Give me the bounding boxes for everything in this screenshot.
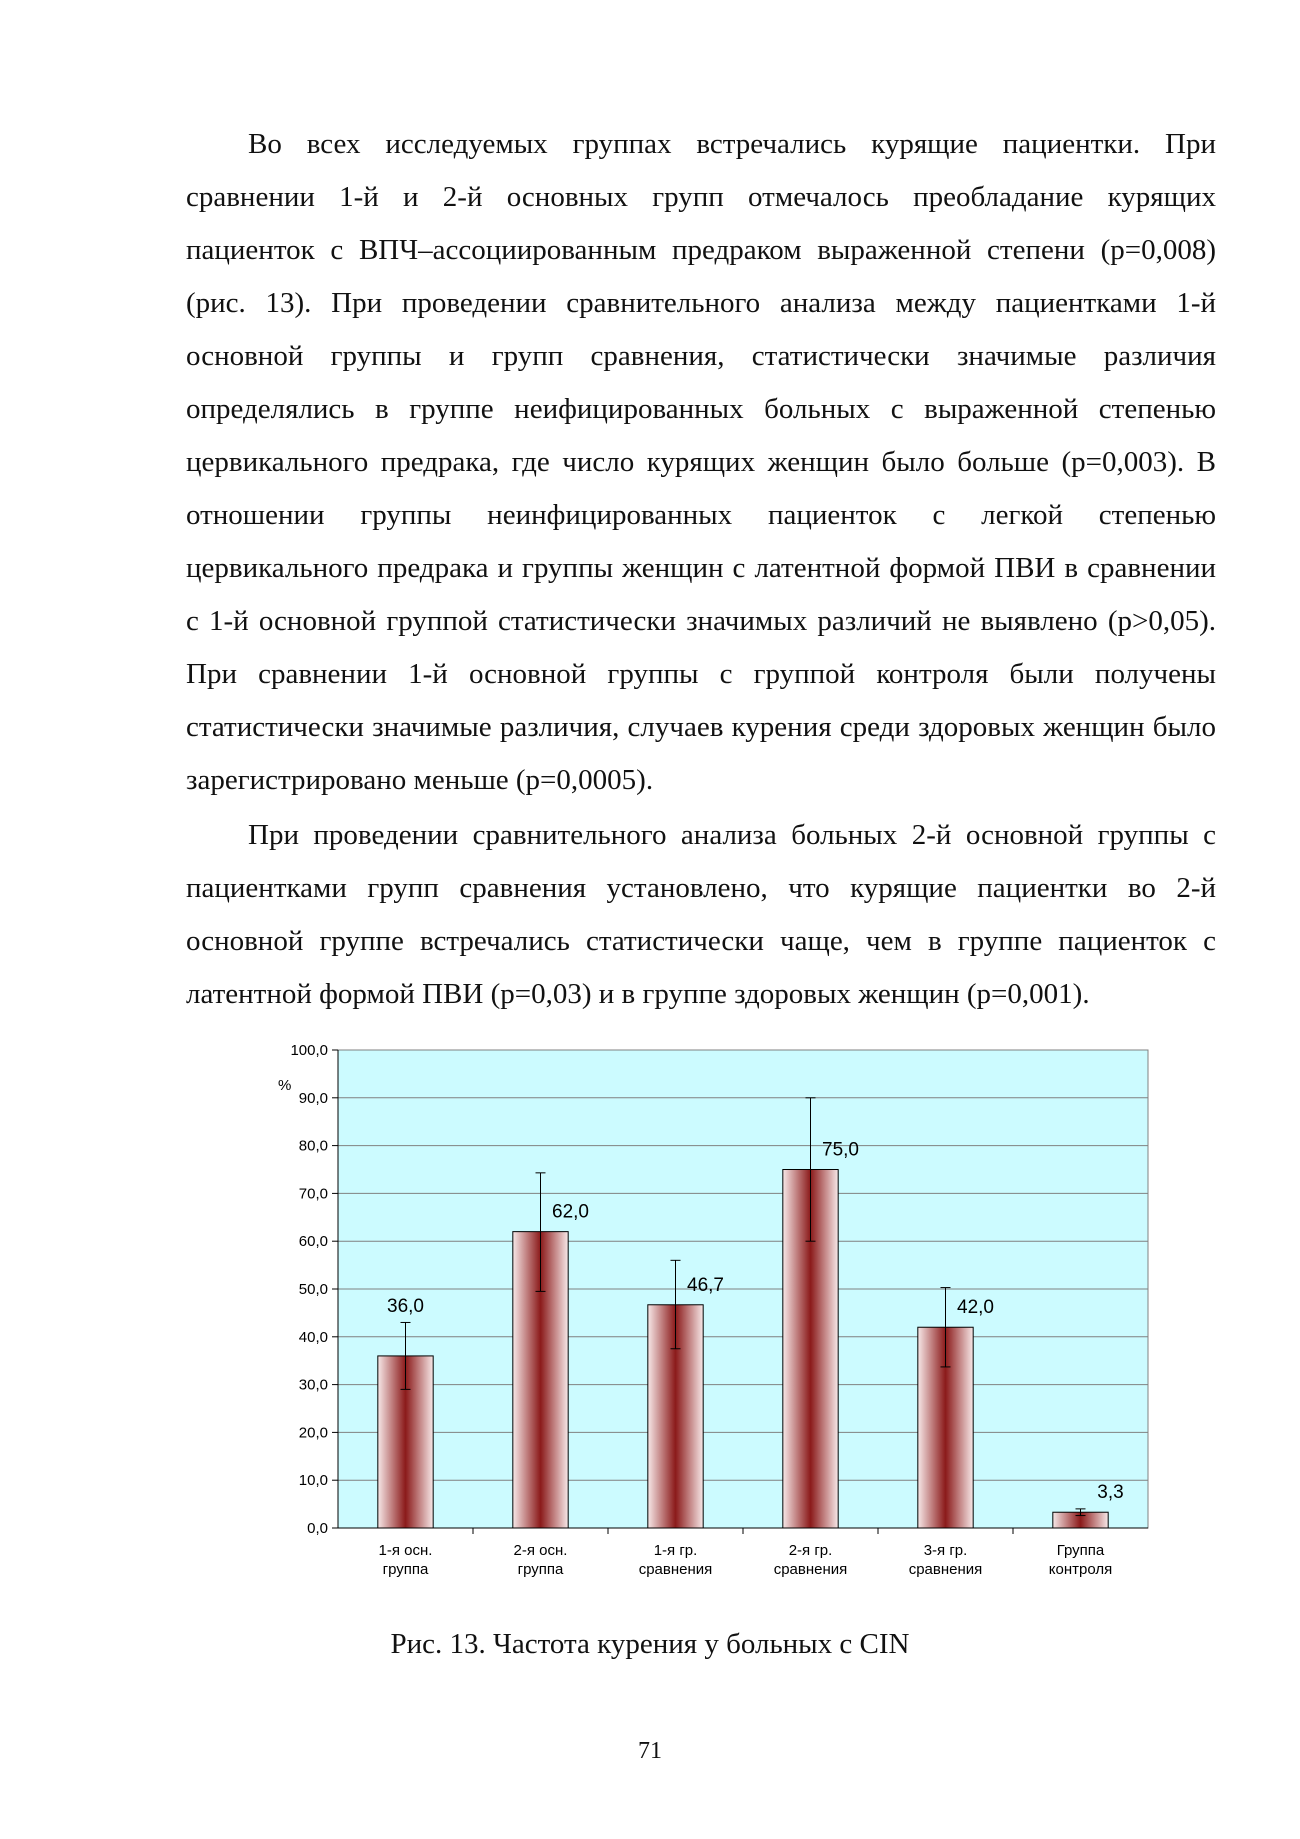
y-tick-label: 70,0	[298, 1185, 328, 1203]
y-tick-label: 20,0	[298, 1424, 328, 1442]
figure-caption: Рис. 13. Частота курения у больных с CIN	[390, 1628, 910, 1660]
y-tick-label: 100,0	[290, 1042, 328, 1059]
x-tick-label: 2-я осн. группа	[513, 1542, 568, 1578]
paragraph-1: Во всех исследуемых группах встречались курящие пациентки. При сравнении 1-й и 2-й основных групп отмечалось преобладание курящих пациенток с ВПЧ–ассоциированным предраком выраженной степени (p=0,008) (рис. 13). При проведении сравнительного анализа между пациентками 1-й основной группы и групп сравнения, статистически значимые различия определялись в группе неифицированных больных с выраженной степенью цервикального предрака, где число курящих женщин было больше (p=0,003). В отношении группы неинфицированных пациенток с легкой степенью цервикального предрака и группы женщин с латентной формой ПВИ в сравнении с 1-й основной группой статистически значимых различий не выявлено (p>0,05). При сравнении 1-й основной группы с группой контроля были получены статистически значимые различия, случаев курения среди здоровых женщин было зарегистрировано меньше (p=0,0005).	[186, 128, 1216, 796]
y-tick-label: 40,0	[298, 1328, 328, 1346]
data-label: 62,0	[552, 1201, 589, 1223]
y-tick-label: 10,0	[298, 1472, 328, 1490]
y-axis-label: %	[278, 1077, 292, 1094]
data-label: 75,0	[822, 1139, 859, 1161]
y-tick-label: 30,0	[298, 1376, 328, 1394]
x-tick-label: 1-я гр. сравнения	[638, 1542, 713, 1578]
data-label: 42,0	[957, 1297, 994, 1319]
y-tick-label: 60,0	[298, 1233, 328, 1251]
data-label: 36,0	[387, 1295, 424, 1317]
x-tick-label: 3-я гр. сравнения	[908, 1542, 983, 1578]
y-tick-label: 50,0	[298, 1281, 328, 1298]
data-label: 3,3	[1097, 1482, 1124, 1504]
data-label: 46,7	[687, 1274, 724, 1296]
paragraph-2: При проведении сравнительного анализа больных 2-й основной группы с пациентками групп сравнения установлено, что курящие пациентки во 2-й основной группе встречались статистически чаще, чем в группе пациенток с латентной формой ПВИ (p=0,03) и в группе здоровых женщин (p=0,001).	[186, 819, 1216, 1010]
x-tick-label: 1-я осн. группа	[378, 1542, 433, 1578]
x-tick-label: 2-я гр. сравнения	[773, 1542, 848, 1578]
x-tick-label: Группа контроля	[1048, 1542, 1113, 1578]
y-tick-label: 80,0	[298, 1137, 328, 1155]
page-number: 71	[638, 1738, 662, 1764]
y-tick-label: 0,0	[307, 1520, 328, 1537]
smoking-frequency-chart	[240, 1036, 1160, 1596]
y-tick-label: 90,0	[298, 1089, 328, 1107]
